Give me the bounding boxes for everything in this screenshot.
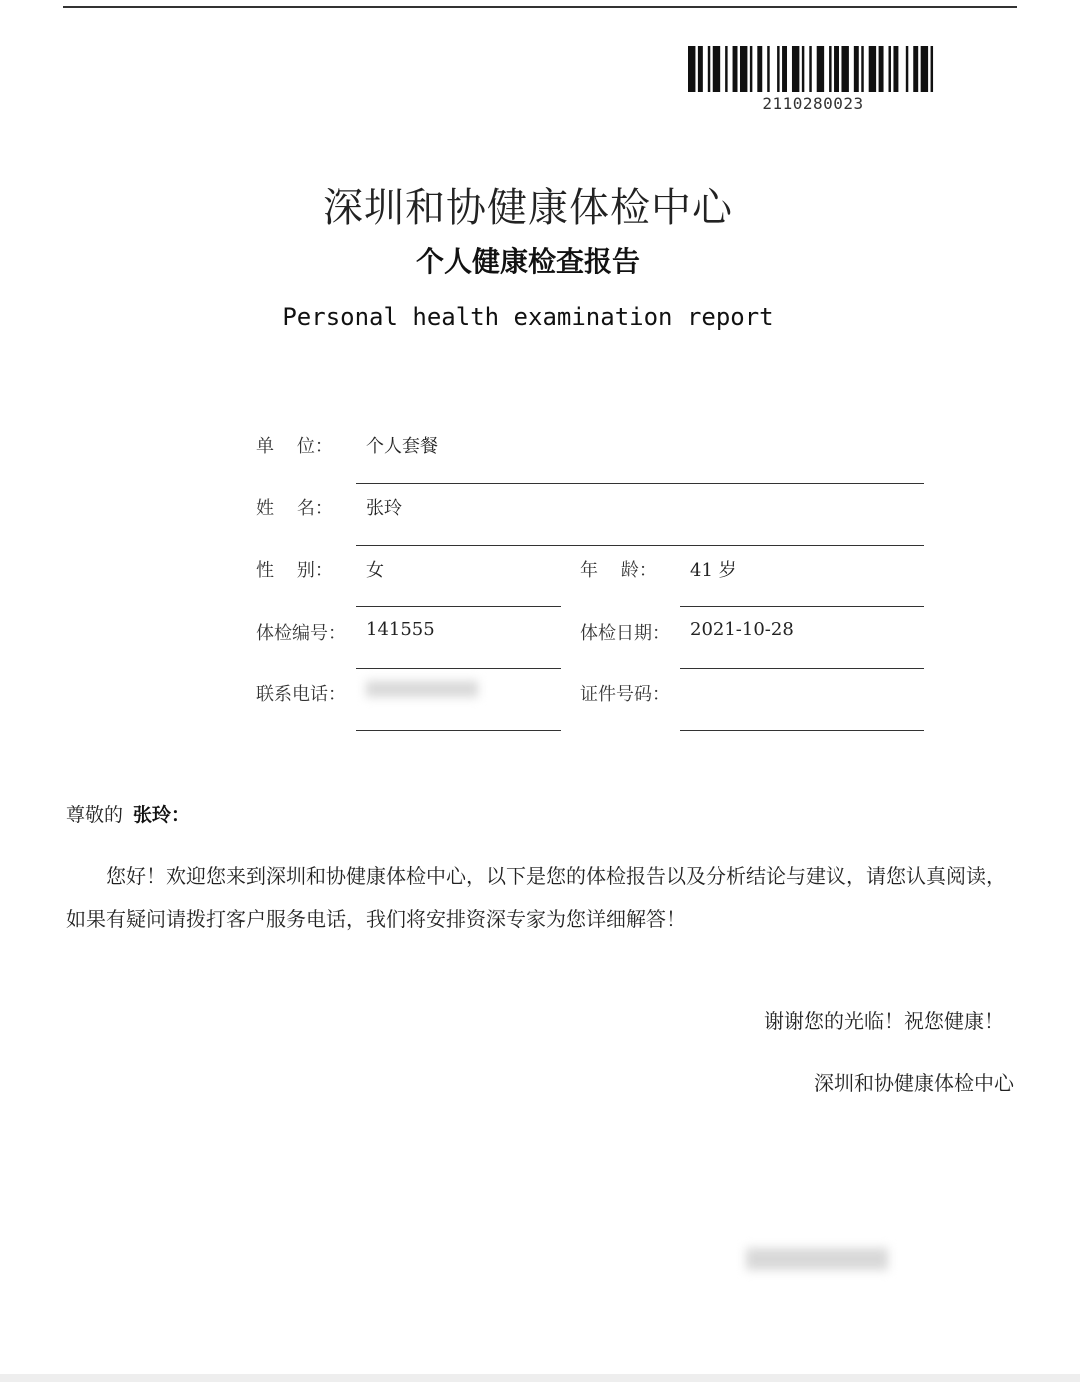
gender-value: 女 bbox=[366, 560, 384, 581]
salutation-greeting: 尊敬的 bbox=[66, 804, 124, 826]
exam-date-label: 体检日期： bbox=[580, 623, 670, 644]
age-label: 年 龄： bbox=[580, 560, 657, 581]
id-number-label: 证件号码： bbox=[580, 684, 670, 705]
salutation bbox=[66, 800, 190, 827]
letter-body: 您好！欢迎您来到深圳和协健康体检中心，以下是您的体检报告以及分析结论与建议，请您认真阅读，如果有疑问请拨打客户服务电话，我们将安排资深专家为您详细解答！ bbox=[66, 864, 1006, 931]
exam-date-underline bbox=[680, 668, 924, 669]
gender-label: 性 别： bbox=[256, 560, 333, 581]
report-title: 个人健康检查报告 bbox=[415, 245, 640, 278]
name-label: 姓 名： bbox=[256, 498, 333, 519]
unit-value: 个人套餐 bbox=[366, 436, 438, 457]
exam-number-underline bbox=[356, 668, 561, 669]
exam-number-label: 体检编号： bbox=[256, 623, 346, 644]
gender-underline bbox=[356, 606, 561, 607]
barcode-number: 2110280023 bbox=[762, 94, 864, 113]
phone-label: 联系电话： bbox=[256, 684, 346, 705]
letter-closing: 谢谢您的光临！祝您健康！ bbox=[764, 1009, 1004, 1033]
name-underline bbox=[356, 545, 924, 546]
barcode-image bbox=[688, 46, 938, 92]
age-underline bbox=[680, 606, 924, 607]
report-title-english: Personal health examination report bbox=[282, 303, 774, 331]
name-value: 张玲 bbox=[366, 498, 402, 519]
org-title: 深圳和协健康体检中心 bbox=[323, 185, 733, 231]
exam-number-value: 141555 bbox=[366, 619, 435, 640]
phone-redacted bbox=[366, 681, 478, 697]
unit-label: 单 位： bbox=[256, 436, 333, 457]
exam-date-value: 2021-10-28 bbox=[690, 619, 794, 640]
letter-signature: 深圳和协健康体检中心 bbox=[814, 1071, 1014, 1095]
age-value: 41 岁 bbox=[690, 560, 737, 581]
salutation-name: 张玲： bbox=[133, 804, 191, 826]
phone-underline bbox=[356, 730, 561, 731]
bottom-edge bbox=[0, 1374, 1080, 1382]
top-rule bbox=[63, 6, 1017, 8]
signature-redacted bbox=[746, 1248, 888, 1270]
unit-underline bbox=[356, 483, 924, 484]
id-number-underline bbox=[680, 730, 924, 731]
